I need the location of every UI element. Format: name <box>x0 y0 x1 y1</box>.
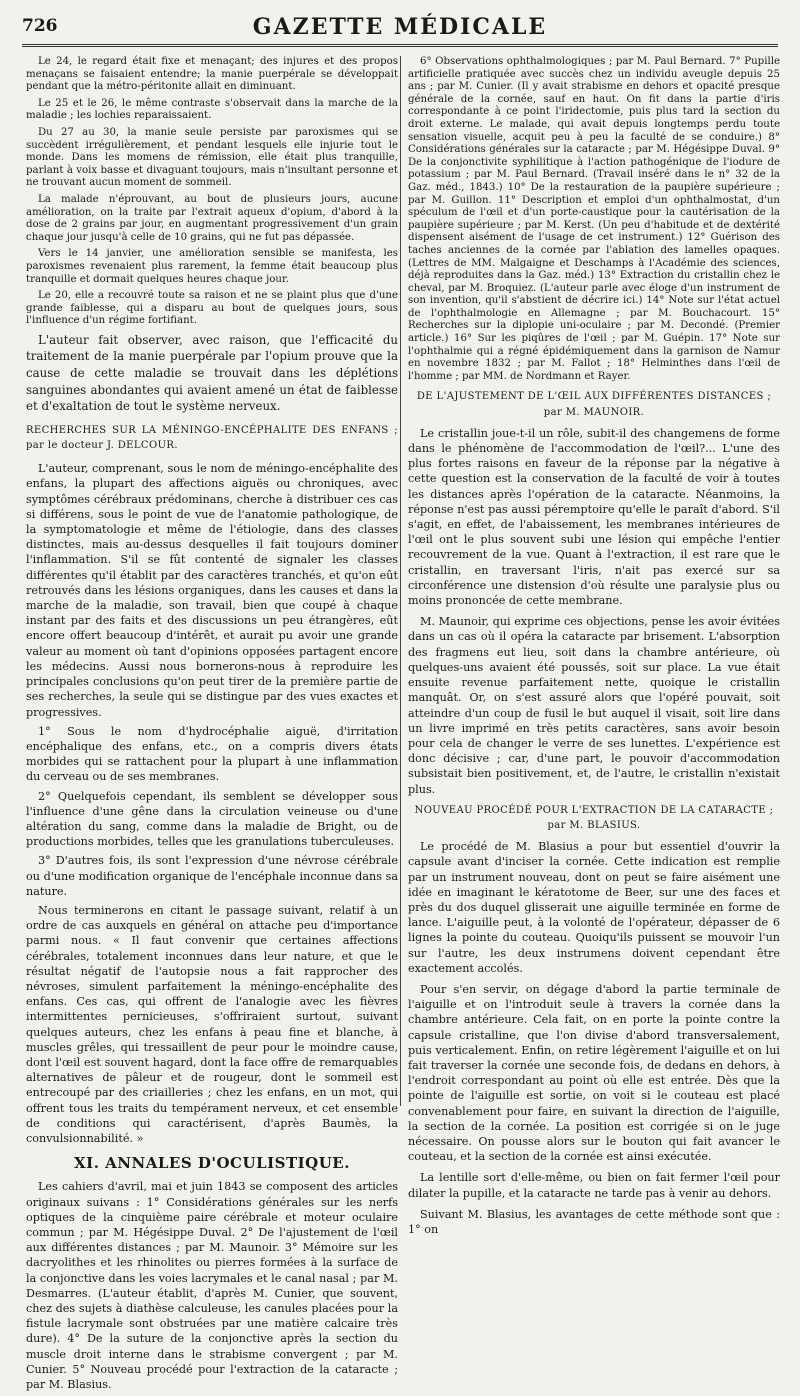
case-paragraph: Le 24, le regard était fixe et menaçant; des injures et des propos menaçans se faisaient entendre; la manie puerpérale se développait pendant que la métro-péritonite allait en diminuant. <box>26 56 398 93</box>
column-divider <box>400 56 401 1106</box>
annales-continued: 6° Observations ophthalmologiques ; par M. Paul Bernard. 7° Pupille artificielle pratiquée avec succès chez un individu aveugle depuis 25 ans ; par M. Cunier. (Il y avait strabisme en dehors et opacité presque générale de la cornée, sauf en haut. On fit dans la partie d'iris correspondante à ce point l'iridectomie, puis plus tard la section du droit externe. Le malade, qui avait depuis longtemps perdu toute sensation visuelle, acquit peu à peu la faculté de se conduire.) 8° Considérations générales sur la cataracte ; par M. Hégésippe Duval. 9° De la conjonctivite syphilitique à l'action pathogénique de l'iodure de potassium ; par M. Paul Bernard. (Travail inséré dans le n° 32 de la Gaz. méd., 1843.) 10° De la restauration de la paupière supérieure ; par M. Guillon. 11° Description et emploi d'un ophthalmostat, d'un spéculum de l'œil et d'un porte-caustique pour la cautérisation de la paupière supérieure ; par M. Kerst. (Un peu d'habitude et de dextérité dispensent aisément de l'usage de cet instrument.) 12° Guérison des taches anciennes de la cornée par l'ablation des lamelles opaques. (Lettres de MM. Malgaigne et Deschamps à l'Académie des sciences, déjà reproduites dans la Gaz. méd.) 13° Extraction du cristallin chez le cheval, par M. Broquiez. (L'auteur parle avec éloge d'un instrument de son invention, qu'il s'abstient de décrire ici.) 14° Note sur l'état actuel de l'ophthalmologie en Allemagne ; par M. Bouchacourt. 15° Recherches sur la diplopie uni-oculaire ; par M. Decondé. (Premier article.) 16° Sur les piqûres de l'œil ; par M. Guépin. 17° Note sur l'ophthalmie qui a régné épidémiquement dans la garnison de Namur en novembre 1832 ; par M. Fallot ; 18° Helminthes dans l'œil de l'homme ; par MM. de Nordmann et Rayer. <box>408 56 780 382</box>
blasius-heading: NOUVEAU PROCÉDÉ POUR L'EXTRACTION DE LA CATARACTE ; par M. BLASIUS. <box>414 804 774 831</box>
maunoir-paragraph: M. Maunoir, qui exprime ces objections, pense les avoir évitées dans un cas où il opéra la cataracte par brisement. L'absorption des fragmens eut lieu, soit dans la chambre antérieure, où quelques-uns avaient été poussés, soit sur place. La vue était ensuite revenue parfaitement nette, quoique le cristallin manquât. Or, on s'est assuré alors que l'opéré pouvait, soit atteindre d'un coup de fusil le but auquel il visait, soit lire dans un livre imprimé en très petits caractères, sans avoir besoin pour cela de changer le verre de ses lunettes. L'expérience est donc décisive ; car, d'une part, le pouvoir d'accommodation subsistait bien positivement, et, de l'autre, le cristallin n'existait plus. <box>408 615 780 796</box>
journal-title: GAZETTE MÉDICALE <box>252 14 548 40</box>
blasius-paragraph: La lentille sort d'elle-même, ou bien on fait fermer l'œil pour dilater la pupille, et la cataracte ne tarde pas à venir au dehors. <box>408 1171 780 1200</box>
blasius-paragraph: Pour s'en servir, on dégage d'abord la partie terminale de l'aiguille et on l'introduit seule à travers la cornée dans la chambre antérieure. Cela fait, on en porte la pointe contre la capsule cristalline, que l'on divise d'abord transversalement, puis verticalement. Enfin, on retire légèrement l'aiguille et on lui fait traverser la cornée une seconde fois, de dedans en dehors, à l'endroit correspondant au point où elle est entrée. Dès que la pointe de l'aiguille est sortie, on voit si le couteau est placé convenablement pour faire, en suivant la direction de l'aiguille, la section de la cornée. La position est corrigée si on le juge nécessaire. On pousse alors sur le bouton qui fait avancer le couteau, et la section de la cornée est ainsi exécutée. <box>408 982 780 1164</box>
author-remark: L'auteur fait observer, avec raison, que l'efficacité du traitement de la manie puerpérale par l'opium prouve que la cause de cette maladie se trouvait dans les déplétions sanguines abondantes qui avaient amené un état de faiblesse et d'exaltation de tout le système nerveux. <box>26 332 398 414</box>
delcour-paragraph: L'auteur, comprenant, sous le nom de méningo-encéphalite des enfans, la plupart des affections aiguës ou chroniques, avec symptômes cérébraux prédominans, cherche à distribuer ces cas si différens, sous le point de vue de l'anatomie pathologique, de la symptomatologie et même de l'étiologie, dans des classes distinctes, mais au-dessus desquelles il fait toujours dominer l'inflammation. S'il se fût contenté de signaler les classes différentes qu'il établit par des caractères tranchés, et qu'on eût retrouvés dans les lésions organiques, dans les causes et dans la marche de la maladie, son travail, bien que coupé à chaque instant par des faits et des discussions un peu étrangères, eût encore offert beaucoup d'intérêt, et aurait pu avoir une grande valeur au moment où tant d'opinions opposées partagent encore les médecins. Aussi nous bornerons-nous à reproduire les principales conclusions qu'on peut tirer de la première partie de ses recherches, la seule qui se distingue par des vues exactes et progressives. <box>26 462 398 719</box>
page-number: 726 <box>22 16 58 36</box>
maunoir-heading: DE L'AJUSTEMENT DE L'ŒIL AUX DIFFÉRENTES DISTANCES ; par M. MAUNOIR. <box>416 391 772 418</box>
left-column <box>26 56 398 1396</box>
page-header <box>22 14 778 44</box>
section-title: XI. ANNALES D'OCULISTIQUE. <box>74 1154 350 1173</box>
case-paragraph: Le 25 et le 26, le même contraste s'observait dans la marche de la maladie ; les lochies reparaissaient. <box>26 97 398 122</box>
blasius-paragraph: Le procédé de M. Blasius a pour but essentiel d'ouvrir la capsule avant d'inciser la cornée. Cette indication est remplie par un instrument nouveau, dont on peut se faire aisément une idée en imaginant le kératotome de Beer, sur une des faces et près du dos duquel glisserait une aiguille terminée en forme de lance. L'aiguille peut, à la volonté de l'opérateur, dépasser de 6 lignes la pointe du couteau. Quoiqu'ils puissent se mouvoir l'un sur l'autre, les deux instrumens doivent cependant être exactement accolés. <box>408 840 780 975</box>
delcour-heading: RECHERCHES SUR LA MÉNINGO-ENCÉPHALITE DES ENFANS ; par le docteur J. DELCOUR. <box>26 424 398 452</box>
delcour-paragraph: 2° Quelquefois cependant, ils semblent se développer sous l'influence d'une gêne dans la circulation veineuse ou d'une altération du sang, comme dans la maladie de Bright, ou de productions morbides, telles que les granulations tuberculeuses. <box>26 789 398 849</box>
right-column <box>408 56 780 1243</box>
annales-intro: Les cahiers d'avril, mai et juin 1843 se composent des articles originaux suivans : 1° Considérations générales sur les nerfs optiques de la cinquième paire cérébrale et moteur oculaire commun ; par M. Hégésippe Duval. 2° De l'ajustement de l'œil aux différentes distances ; par M. Maunoir. 3° Mémoire sur les dacryolithes et les rhinolites ou pierres formées à la surface de la conjonctive dans les voies lacrymales et le canal nasal ; par M. Desmarres. (L'auteur établit, d'après M. Cunier, que souvent, chez des sujets à diathèse calculeuse, les canules placées pour la fistule lacrymale sont obstruées par une matière calcaire très dure). 4° De la suture de la conjonctive après la section du muscle droit interne dans le strabisme convergent ; par M. Cunier. 5° Nouveau procédé pour l'extraction de la cataracte ; par M. Blasius. <box>26 1180 398 1392</box>
delcour-paragraph: 3° D'autres fois, ils sont l'expression d'une névrose cérébrale ou d'une modification organique de l'encéphale inconnue dans sa nature. <box>26 854 398 898</box>
blasius-paragraph: Suivant M. Blasius, les avantages de cette méthode sont que : 1° on <box>408 1207 780 1236</box>
delcour-paragraph: 1° Sous le nom d'hydrocéphalie aiguë, d'irritation encéphalique des enfans, etc., on a compris divers états morbides qui se rattachent pour la plupart à une inflammation du cerveau ou de ses membranes. <box>26 724 398 784</box>
case-paragraph: Du 27 au 30, la manie seule persiste par paroxismes qui se succèdent irrégulièrement, et pendant lesquels elle injurie tout le monde. Dans les momens de rémission, elle était plus tranquille, parlant à voix basse et divaguant toujours, mais n'insultant personne et ne trouvant aucun moment de sommeil. <box>26 126 398 189</box>
case-paragraph: Le 20, elle a recouvré toute sa raison et ne se plaint plus que d'une grande faiblesse, qui a disparu au bout de quelques jours, sous l'influence d'un régime fortifiant. <box>26 290 398 327</box>
maunoir-paragraph: Le cristallin joue-t-il un rôle, subit-il des changemens de forme dans le phénomène de l'accommodation de l'œil?... L'une des plus fortes raisons en faveur de la réponse par la négative à cette question est la conservation de la faculté de voir à toutes les distances après l'opération de la cataracte. Néanmoins, la réponse n'est pas aussi péremptoire qu'elle le paraît d'abord. S'il s'agit, en effet, de l'abaissement, les membranes intérieures de l'œil ont le plus souvent subi une lésion qui empêche l'entier recouvrement de la vue. Quant à l'extraction, il est rare que le cristallin, en traversant l'iris, n'ait pas exercé sur sa circonférence une distension d'où résulte une paralysie plus ou moins prononcée de cette membrane. <box>408 426 780 608</box>
delcour-paragraph: Nous terminerons en citant le passage suivant, relatif à un ordre de cas auxquels en général on attache peu d'importance parmi nous. « Il faut convenir que certaines affections cérébrales, totalement inconnues dans leur nature, et que le résultat négatif de l'autopsie nous a fait rapprocher des névroses, simulent parfaitement la méningo-encéphalite des enfans. Ces cas, qui offrent de l'analogie avec les fièvres intermittentes pernicieuses, s'offriraient surtout, suivant quelques auteurs, chez les enfans à peau fine et blanche, à muscles grêles, qui tressaillent de peur pour le moindre cause, dont l'œil est souvent hagard, dont la face offre de remarquables alternatives de pâleur et de rougeur, dont le sommeil est entrecoupé par des criailleries ; chez les enfans, en un mot, qui offrent tous les traits du tempérament nerveux, et cet ensemble de conditions qui caractérisent, d'après Baumès, la convulsionnabilité. » <box>26 903 398 1145</box>
header-rule <box>22 44 778 47</box>
case-report <box>26 56 398 328</box>
case-paragraph: La malade n'éprouvant, au bout de plusieurs jours, aucune amélioration, on la traite par l'extrait aqueux d'opium, d'abord à la dose de 2 grains par jour, en augmentant progressivement d'un grain chaque jour jusqu'à celle de 10 grains, qui ne fut pas dépassée. <box>26 193 398 243</box>
case-paragraph: Vers le 14 janvier, une amélioration sensible se manifesta, les paroxismes revenaient plus rarement, la femme était beaucoup plus tranquille et dormait quelques heures chaque jour. <box>26 248 398 285</box>
